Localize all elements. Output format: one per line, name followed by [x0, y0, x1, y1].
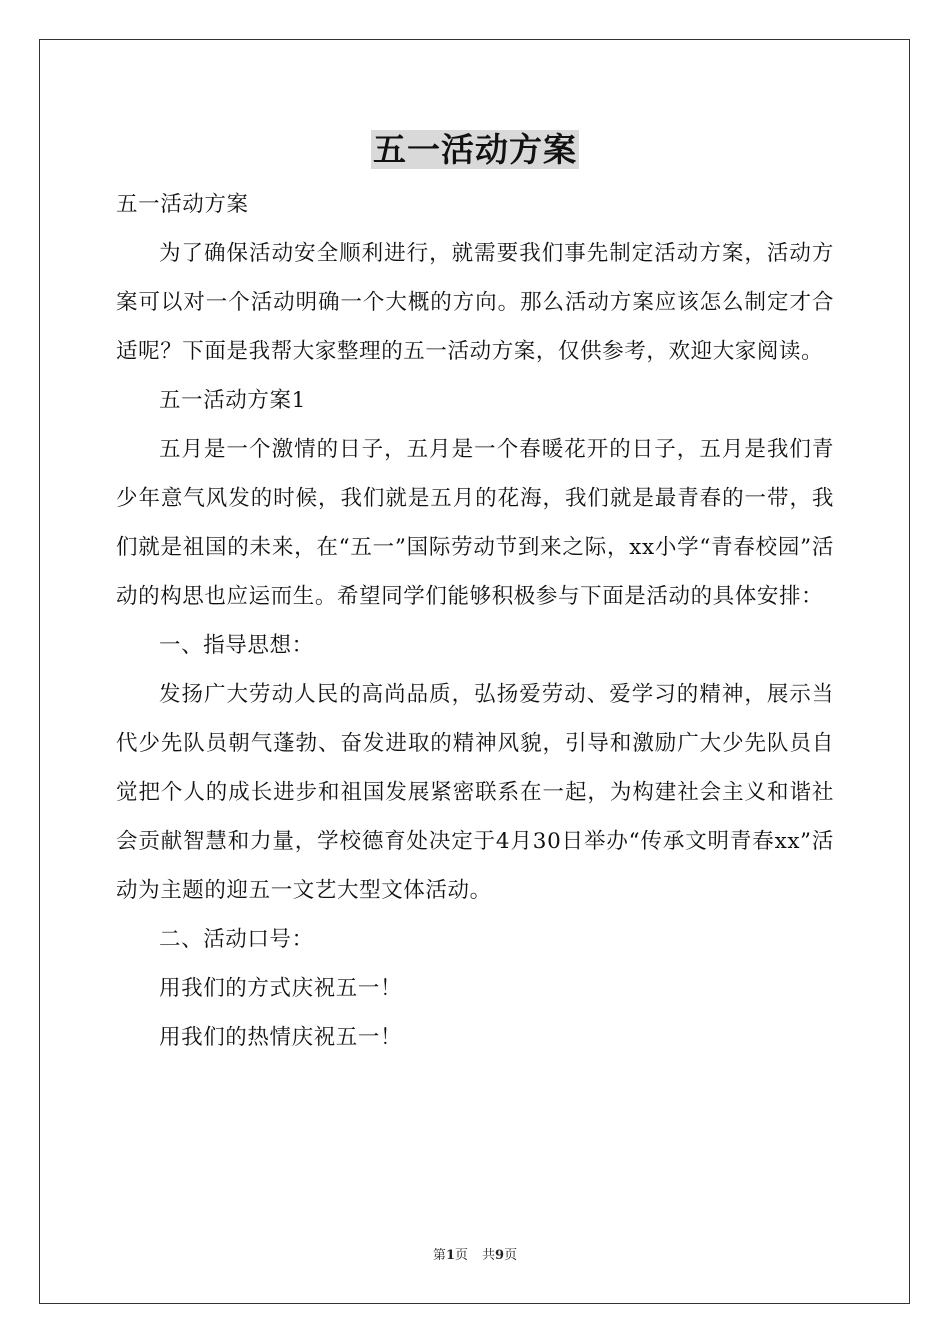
page-indicator: 第1页: [432, 1248, 468, 1263]
slogan-line: 用我们的热情庆祝五一！: [159, 1025, 403, 1050]
total-pages-indicator: 共9页: [482, 1248, 518, 1263]
total-pages: 9: [495, 1248, 505, 1263]
body-paragraph: 五月是一个激情的日子，五月是一个春暖花开的日子，五月是我们青少年意气风发的时候，我们就是五月的花海，我们就是最青春的一带，我们就是祖国的未来，在“五一”国际劳动节到来之际，xx小学“青春校园”活动的构思也应运而生。希望同学们能够积极参与下面是活动的具体安排：: [116, 437, 834, 609]
document-title-text: 五一活动方案: [373, 130, 577, 169]
document-subtitle: 五一活动方案: [116, 192, 249, 217]
page-footer: [0, 1244, 950, 1263]
section-heading: 一、指导思想：: [159, 633, 314, 658]
section-heading: 二、活动口号：: [159, 927, 314, 952]
page-number: 1: [445, 1248, 455, 1263]
document-title: [0, 130, 950, 170]
body-paragraph: 发扬广大劳动人民的高尚品质，弘扬爱劳动、爱学习的精神，展示当代少先队员朝气蓬勃、奋发进取的精神风貌，引导和激励广大少先队员自觉把个人的成长进步和祖国发展紧密联系在一起，为构建社会主义和谐社会贡献智慧和力量，学校德育处决定于4月30日举办“传承文明青春xx”活动为主题的迎五一文艺大型文体活动。: [116, 682, 834, 903]
intro-paragraph: 为了确保活动安全顺利进行，就需要我们事先制定活动方案，活动方案可以对一个活动明确一个大概的方向。那么活动方案应该怎么制定才合适呢？下面是我帮大家整理的五一活动方案，仅供参考，欢迎大家阅读。: [116, 241, 834, 364]
section-heading: 五一活动方案1: [159, 388, 306, 413]
slogan-line: 用我们的方式庆祝五一！: [159, 976, 403, 1001]
document-body: [116, 180, 834, 1062]
